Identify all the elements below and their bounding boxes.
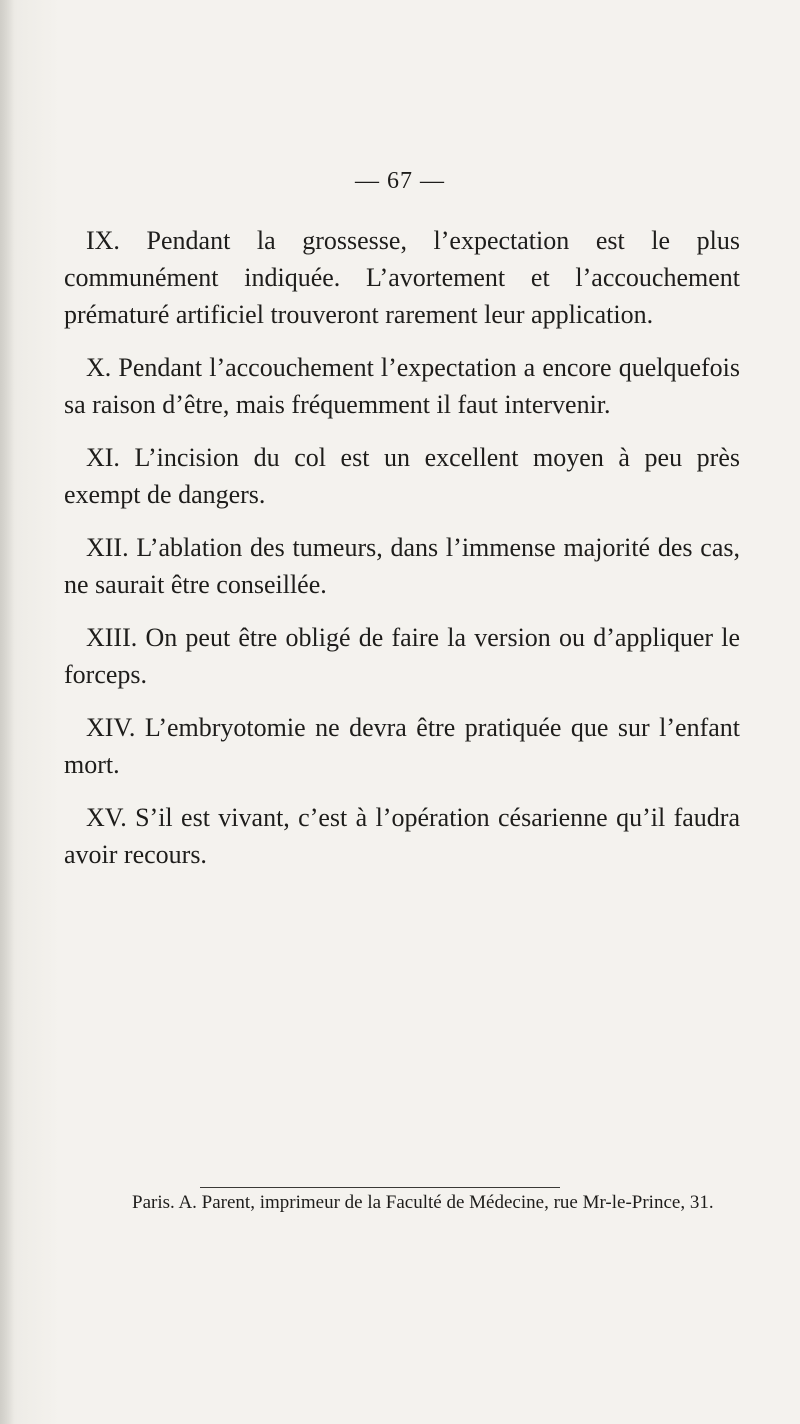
paragraph-xiv: XIV. L’embryotomie ne devra être pratiquée que sur l’enfant mort. [64,713,740,779]
paragraph-xv: XV. S’il est vivant, c’est à l’opération césarienne qu’il faudra avoir recours. [64,803,740,869]
page-number: — 67 — [355,168,445,194]
text-body [64,222,740,889]
paragraph-xii: XII. L’ablation des tumeurs, dans l’immense majorité des cas, ne saurait être conseillée. [64,533,740,599]
footer-rule [200,1187,560,1188]
binding-shadow [0,0,14,1424]
printer-imprint: Paris. A. Parent, imprimeur de la Faculté de Médecine, rue Mr-le-Prince, 31. [132,1192,714,1213]
paragraph-xiii: XIII. On peut être obligé de faire la version ou d’appliquer le forceps. [64,623,740,689]
paragraph-xi: XI. L’incision du col est un excellent moyen à peu près exempt de dangers. [64,443,740,509]
paragraph-x: X. Pendant l’accouchement l’expectation a encore quelquefois sa raison d’être, mais fréquemment il faut intervenir. [64,353,740,419]
paragraph-ix: IX. Pendant la grossesse, l’expectation est le plus communément indiquée. L’avortement et l’accouchement prématuré artificiel trouveront rarement leur application. [64,226,740,329]
